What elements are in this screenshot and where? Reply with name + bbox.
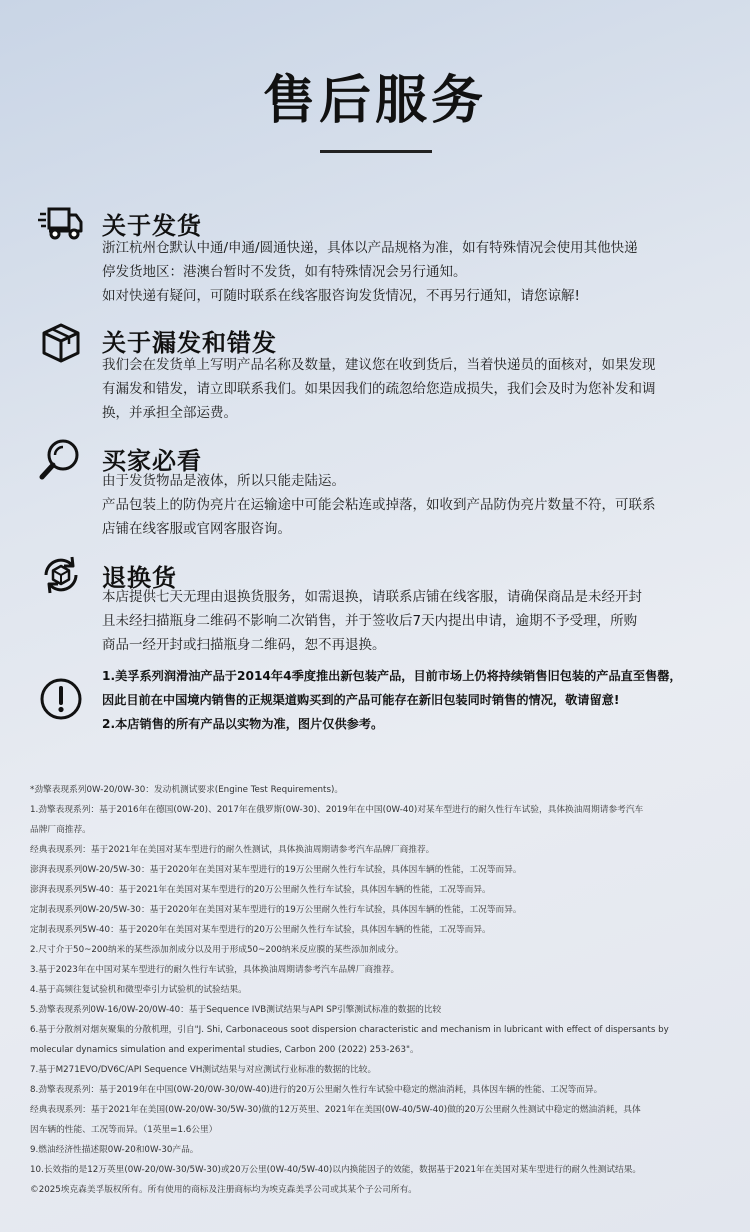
- body-line: 商品一经开封或扫描瓶身二维码，恕不再退换。: [102, 637, 386, 653]
- body-line: 停发货地区：港澳台暂时不发货，如有特殊情况会另行通知。: [102, 264, 467, 280]
- footnote: 6.基于分散剂对烟灰聚集的分散机理，引自"J. Shi, Carbonaceous soot dispersion characteristic and mechanism in lubricant with effect of dispersants by: [30, 1025, 669, 1035]
- notice-line: 2.本店销售的所有产品以实物为准，图片仅供参考。: [102, 717, 384, 731]
- footnote: molecular dynamics simulation and experimental studies, Carbon 200 (2022) 253-263"。: [30, 1045, 419, 1055]
- body-line: 本店提供七天无理由退换货服务，如需退换，请联系店铺在线客服，请确保商品是未经开封: [102, 589, 642, 605]
- notice-text: [102, 664, 722, 736]
- notice-line: 1.美孚系列润滑油产品于2014年4季度推出新包装产品，目前市场上仍将持续销售旧包装的产品直至售罄，: [102, 669, 682, 683]
- footnote: 4.基于高频往复试验机和微型牵引力试验机的试验结果。: [30, 985, 247, 995]
- exclamation-circle-icon: [38, 676, 84, 722]
- body-line: 且未经扫描瓶身二维码不影响二次销售，并于签收后7天内提出申请，逾期不予受理，所购: [102, 613, 638, 629]
- footnote: 定制表现系列0W-20/5W-30：基于2020年在美国对某车型进行的19万公里耐久性行车试验，具体因车辆的性能，工况等而异。: [30, 905, 522, 915]
- section-title: 退换货: [102, 564, 177, 592]
- section-body: [102, 236, 714, 308]
- footnote: 7.基于M271EVO/DV6C/API Sequence VH测试结果与对应测试行业标准的数据的比较。: [30, 1065, 377, 1075]
- footnote: 5.劲擎表现系列0W-16/0W-20/0W-40：基于Sequence IVB测试结果与API SP引擎测试标准的数据的比较: [30, 1005, 442, 1015]
- footnote: 1.劲擎表现系列：基于2016年在德国(0W-20)、2017年在俄罗斯(0W-30)、2019年在中国(0W-40)对某车型进行的耐久性行车试验，具体换油周期请参考汽车: [30, 805, 644, 815]
- body-line: 浙江杭州仓默认中通/申通/圆通快递，具体以产品规格为准，如有特殊情况会使用其他快递: [102, 240, 638, 256]
- section-title: 关于发货: [102, 212, 202, 240]
- body-line: 换，并承担全部运费。: [102, 405, 237, 421]
- section-title: 关于漏发和错发: [102, 329, 277, 357]
- footnote: 10.长效指的是12万英里(0W-20/0W-30/5W-30)或20万公里(0W-40/5W-40)以内换能因子的效能，数据基于2021年在美国对某车型进行的耐久性测试结果。: [30, 1165, 642, 1175]
- footnote: 3.基于2023年在中国对某车型进行的耐久性行车试验，具体换油周期请参考汽车品牌厂商推荐。: [30, 965, 400, 975]
- delivery-truck-icon: [38, 200, 84, 246]
- footnote: 品牌厂商推荐。: [30, 825, 91, 835]
- body-line: 店铺在线客服或官网客服咨询。: [102, 521, 291, 537]
- footnote: 9.燃油经济性描述限0W-20和0W-30产品。: [30, 1145, 199, 1155]
- section-title: 买家必看: [102, 447, 202, 475]
- magnifier-icon: [38, 436, 84, 482]
- package-box-icon: [38, 320, 84, 366]
- page-title: 售后服务: [262, 71, 487, 131]
- footnote: 2.尺寸介于50~200纳米的某些添加剂成分以及用于形成50~200纳米反应膜的某些添加剂成分。: [30, 945, 404, 955]
- section-body: [102, 353, 714, 425]
- footnote: *劲擎表现系列0W-20/0W-30：发动机测试要求(Engine Test Requirements)。: [30, 785, 344, 795]
- section-body: [102, 585, 714, 657]
- body-line: 有漏发和错发，请立即联系我们。如果因我们的疏忽给您造成损失，我们会及时为您补发和调: [102, 381, 656, 397]
- footnote: 经典表现系列：基于2021年在美国对某车型进行的耐久性测试，具体换油周期请参考汽车品牌厂商推荐。: [30, 845, 435, 855]
- footnote: 澎湃表现系列0W-20/5W-30：基于2020年在美国对某车型进行的19万公里耐久性行车试验，具体因车辆的性能，工况等而异。: [30, 865, 522, 875]
- footnotes: [30, 780, 720, 1200]
- footnote: 澎湃表现系列5W-40：基于2021年在美国对某车型进行的20万公里耐久性行车试验，具体因车辆的性能，工况等而异。: [30, 885, 491, 895]
- copyright: ©2025埃克森美孚版权所有。所有使用的商标及注册商标均为埃克森美孚公司或其某个子公司所有。: [30, 1185, 417, 1195]
- body-line: 我们会在发货单上写明产品名称及数量，建议您在收到货后，当着快递员的面核对，如果发现: [102, 357, 656, 373]
- return-exchange-icon: [38, 552, 84, 598]
- section-body: [102, 469, 714, 541]
- footnote: 8.劲擎表现系列：基于2019年在中国(0W-20/0W-30/0W-40)进行的20万公里耐久性行车试验中稳定的燃油消耗，具体因车辆的性能、工况等而异。: [30, 1085, 603, 1095]
- footnote: 经典表现系列：基于2021年在美国(0W-20/0W-30/5W-30)做的12万英里、2021年在美国(0W-40/5W-40)做的20万公里耐久性测试中稳定的燃油消耗，具体: [30, 1105, 641, 1115]
- body-line: 如对快递有疑问，可随时联系在线客服咨询发货情况，不再另行通知，请您谅解!: [102, 288, 580, 304]
- title-underline: [320, 150, 432, 153]
- footnote: 因车辆的性能、工况等而异。（1英里=1.6公里）: [30, 1125, 218, 1135]
- footnote: 定制表现系列5W-40：基于2020年在美国对某车型进行的20万公里耐久性行车试验，具体因车辆的性能，工况等而异。: [30, 925, 491, 935]
- notice-line: 因此目前在中国境内销售的正规渠道购买到的产品可能存在新旧包装同时销售的情况，敬请留意!: [102, 693, 620, 707]
- body-line: 产品包装上的防伪亮片在运输途中可能会粘连或掉落，如收到产品防伪亮片数量不符，可联系: [102, 497, 656, 513]
- body-line: 由于发货物品是液体，所以只能走陆运。: [102, 473, 345, 489]
